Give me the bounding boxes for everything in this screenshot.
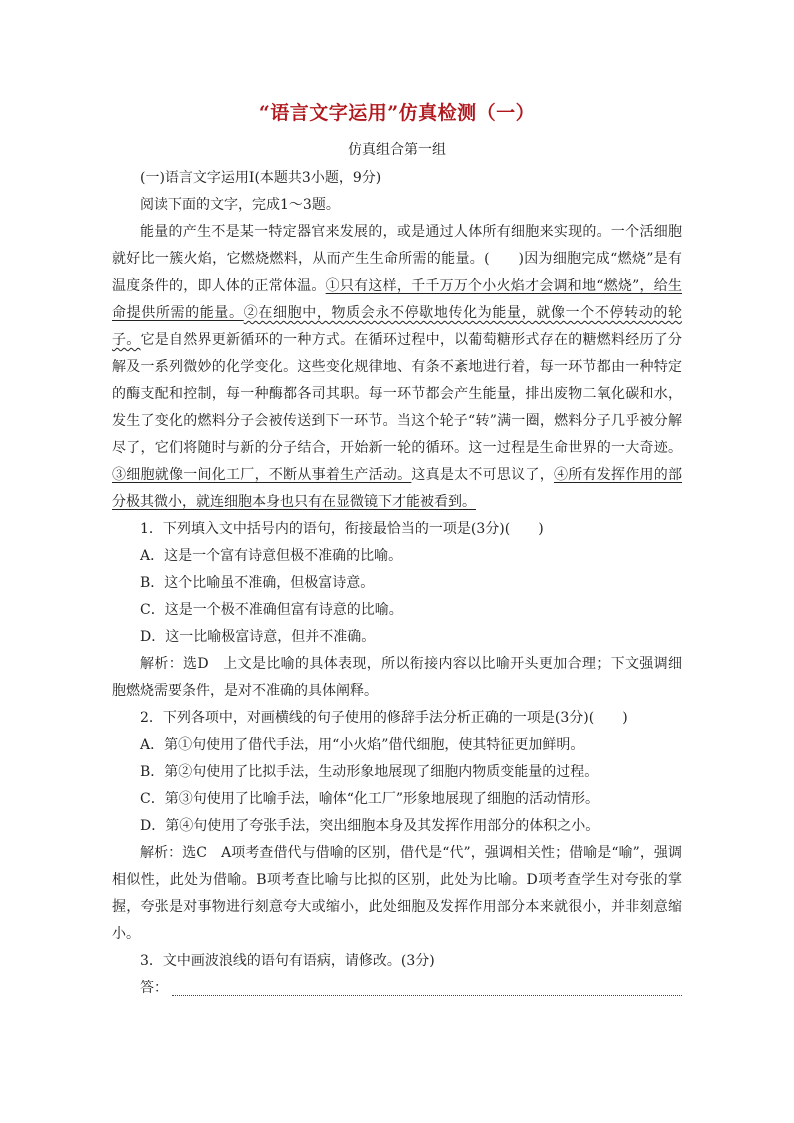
document-page (112, 100, 682, 1002)
wavy-sentence-2: ②在细胞中，物质会永不停歇地传化为能量，就像一个不停转动的轮子。 (112, 305, 683, 348)
underlined-sentence-1: ①只有这样，千千万万个小火焰才会调和地“燃烧”，给生命提供所需的能量。 (112, 278, 682, 321)
question-2-stem: 2．下列各项中，对画横线的句子使用的修辞手法分析正确的一项是(3分)( ) (140, 710, 628, 726)
answer-line[interactable] (112, 975, 682, 1002)
question-1-option-b: B．这个比喻虽不准确，但极富诗意。 (140, 575, 375, 591)
answer-blank[interactable] (172, 977, 682, 996)
question-2-option-d: D．第④句使用了夸张手法，突出细胞本身及其发挥作用部分的体积之小。 (140, 818, 600, 834)
question-2-option-a: A．第①句使用了借代手法，用“小火焰”借代细胞，使其特征更加鲜明。 (140, 737, 585, 753)
passage-text-2: 它是自然界更新循环的一种方式。在循环过程中，以葡萄糖形式存在的糖燃料经历了分解及一系列微妙的化学变化。这些变化规律地、有条不紊地进行着，每一环节都由一种特定的酶支配和控制，每一种酶都各司其职。每一环节都会产生能量，排出废物二氧化碳和水，发生了变化的燃料分子会被传送到下一环节。当这个轮子“转”满一圈，燃料分子几乎被分解尽了，它们将随时与新的分子结合，开始新一轮的循环。这一过程是生命世界的一大奇迹。 (112, 332, 683, 456)
question-2-option-b: B．第②句使用了比拟手法，生动形象地展现了细胞内物质变能量的过程。 (140, 764, 599, 780)
question-1-analysis: 解析：选D 上文是比喻的具体表现，所以衔接内容以比喻开头更加合理；下文强调细胞燃烧需要条件，是对不准确的具体阐释。 (112, 656, 682, 699)
question-1-option-d: D．这一比喻极富诗意，但并不准确。 (140, 629, 376, 645)
answer-label: 答： (140, 980, 168, 996)
passage-text-3: 这真是太不可思议了， (411, 467, 554, 483)
question-1-option-a: A．这是一个富有诗意但极不准确的比喻。 (140, 548, 403, 564)
underlined-sentence-3: ③细胞就像一间化工厂，不断从事着生产活动。 (112, 467, 412, 483)
passage-paragraph (112, 219, 682, 516)
question-1-stem: 1．下列填入文中括号内的语句，衔接最恰当的一项是(3分)( ) (140, 521, 544, 537)
page-title: “语言文字运用”仿真检测（一） (258, 102, 536, 124)
reading-instruction: 阅读下面的文字，完成1～3题。 (140, 197, 340, 213)
question-2-option-c: C．第③句使用了比喻手法，喻体“化工厂”形象地展现了细胞的活动情形。 (140, 791, 600, 807)
question-2-analysis: 解析：选C A项考查借代与借喻的区别，借代是“代”，强调相关性；借喻是“喻”，强调相似性，此处为借喻。B项考查比喻与比拟的区别，此处为比喻。D项考查学生对夸张的掌握，夸张是对事物进行刻意夸大或缩小，此处细胞及发挥作用部分本来就很小，并非刻意缩小。 (112, 845, 682, 942)
page-subtitle: 仿真组合第一组 (348, 142, 446, 158)
question-1-option-c: C．这是一个极不准确但富有诗意的比喻。 (140, 602, 403, 618)
section-heading: (一)语言文字运用Ⅰ(本题共3小题，9分) (140, 170, 382, 186)
underlined-sentence-4: ④所有发挥作用的部分极其微小，就连细胞本身也只有在显微镜下才能被看到。 (112, 467, 683, 510)
question-3-stem: 3．文中画波浪线的语句有语病，请修改。(3分) (140, 953, 435, 969)
passage-text-1: 能量的产生不是某一特定器官来发展的，或是通过人体所有细胞来实现的。一个活细胞就好比一簇火焰，它燃烧燃料，从而产生生命所需的能量。( )因为细胞完成“燃烧”是有温度条件的，即人体的正常体温。 (112, 224, 682, 294)
